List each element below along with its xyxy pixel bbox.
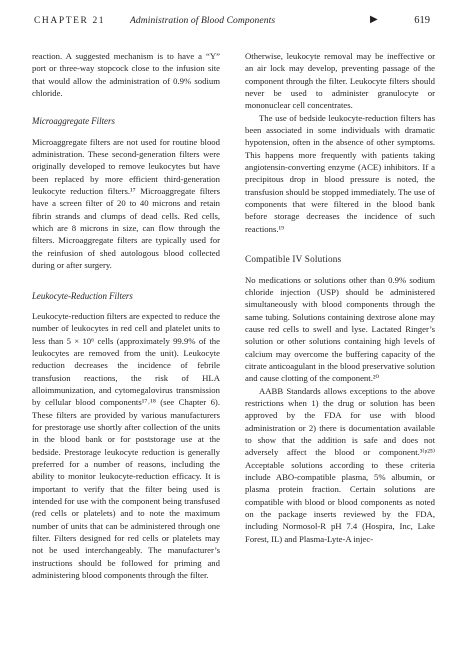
paragraph: Microaggregate filters are not used for routine blood administration. These second-generation filters were originally developed to remove leukocytes but have been replaced by more efficient third-generation leukocyte reduction filters.¹⁷ Microaggregate filters have a screen filter of 20 to 40 microns and retain fibrin strands and clumps of dead cells. Red cells, which are 8 microns in size, can flow through the filters. Microaggregate filters are typically used for the reinfusion of shed autologous blood collected during or after surgery. (32, 136, 220, 271)
chapter-title: Administration of Blood Components (130, 16, 276, 26)
section-heading-leukocyte: Leukocyte-Reduction Filters (32, 290, 133, 301)
section-heading-compatible-iv: Compatible IV Solutions (245, 254, 342, 265)
triangle-arrow-icon: ▶ (370, 14, 378, 25)
section-heading-microaggregate: Microaggregate Filters (32, 116, 115, 127)
paragraph: AABB Standards allows exceptions to the above restrictions when 1) the drug or solution has been approved by the FDA for use with blood administration or 2) there is documentation available to show that the addition is safe and does not adversely affect the blood or component.³⁽ᵖ²⁵⁾ Acceptable solutions according to these criteria include ABO-compatible plasma, 5% albumin, or plasma protein fraction. Certain solutions are compatible with blood or blood components as noted on the package inserts reviewed by the FDA, including Normosol-R pH 7.4 (Hospira, Inc, Lake Forest, IL) and Plasma-Lyte-A injec- (245, 385, 435, 544)
paragraph: reaction. A suggested mechanism is to have a “Y” port or three-way stopcock close to the infusion site that would allow the administration of 0.9% sodium chloride. (32, 51, 220, 99)
paragraph: No medications or solutions other than 0.9% sodium chloride injection (USP) should be administered simultaneously with blood components through the same tubing. Solutions containing dextrose alone may cause red cells to swell and lyse. Lactated Ringer’s solution or other solutions containing high levels of calcium may overcome the buffering capacity of the citrate anticoagulant in the blood preservative solution and cause clotting of the component.²⁰ (245, 274, 435, 384)
running-header (34, 14, 430, 30)
paragraph: Otherwise, leukocyte removal may be ineffective or an air lock may develop, preventing passage of the component through the filter. Leukocyte filters should never be used to administer granulocyte or mononuclear cell concentrates. (245, 51, 435, 111)
left-column (32, 50, 220, 581)
paragraph: The use of bedside leukocyte-reduction filters has been associated in some individuals with dramatic hypotension, often in the absence of other symptoms. This happens more frequently with patients taking angiotensin-converting enzyme (ACE) inhibitors. If a precipitous drop in blood pressure is noted, the transfusion should be stopped immediately. The use of components that were filtered in the blood bank before storage decreases the incidence of such reactions.¹⁹ (245, 112, 435, 234)
page-number: 619 (414, 15, 430, 26)
paragraph: Leukocyte-reduction filters are expected to reduce the number of leukocytes in red cell and platelet units to less than 5 × 10⁶ cells (approximately 99.9% of the leukocytes are removed from the unit). Leukocyte reduction decreases the incidence of febrile transfusion reactions, the risk of HLA alloimmunization, and cytomegalovirus transmission by cellular blood components¹⁷˒¹⁸ (see Chapter 6). These filters are provided by various manufacturers for prestorage use shortly after collection of the units in the blood bank or for poststorage use at the bedside. Prestorage leukocyte reduction is generally preferred for a number of reasons, including the ability to monitor leukocyte-reduction efficacy. It is important to verify that the filter being used is intended for use with the component being transfused (red cells or platelets) and to note the maximum number of units that can be administered through one filter. Filters designed for red cells or platelets may not be used interchangeably. The manufacturer’s instructions should be followed for priming and administering blood components through the filter. (32, 310, 220, 581)
chapter-label: CHAPTER 21 (34, 16, 106, 26)
right-column (245, 50, 435, 545)
